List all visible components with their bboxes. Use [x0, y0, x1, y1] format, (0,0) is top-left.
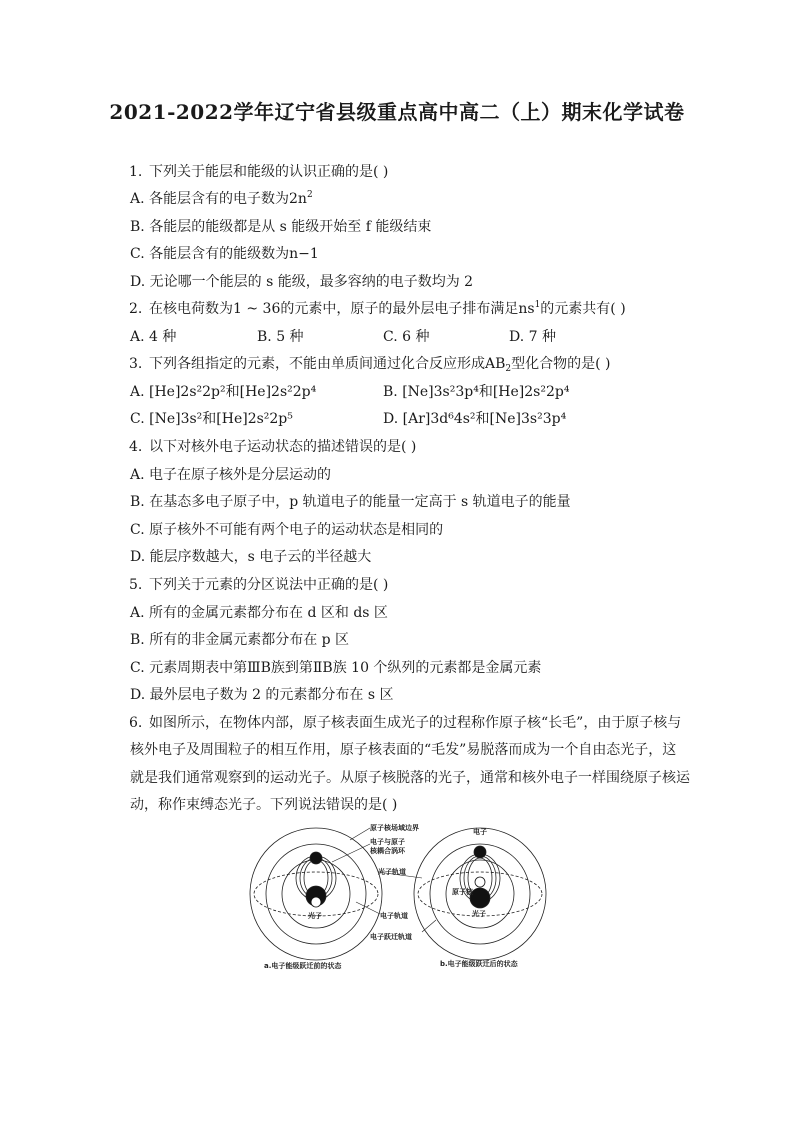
question-1-option-d[interactable]: D. 无论哪一个能层的 s 能级，最多容纳的电子数均为 2	[130, 274, 474, 290]
question-4-option-d[interactable]: D. 能层序数越大，s 电子云的半径越大	[130, 549, 372, 565]
label-coupling-2: 核耦合涡环	[370, 847, 405, 855]
question-6-stem-line-3: 就是我们通常观察到的运动光子。从原子核脱落的光子，通常和核外电子一样围绕原子核运	[130, 770, 690, 786]
question-4-option-c[interactable]: C. 原子核外不可能有两个电子的运动状态是相同的	[130, 522, 444, 538]
question-3-option-d[interactable]: D. [Ar]3d⁶4s²和[Ne]3s²3p⁴	[383, 411, 567, 427]
question-1-option-c[interactable]: C. 各能层含有的能级数为n−1	[130, 246, 319, 262]
label-photon-left: 光子	[308, 912, 322, 920]
question-3-option-b[interactable]: B. [Ne]3s²3p⁴和[He]2s²2p⁴	[383, 384, 570, 400]
question-2-option-c[interactable]: C. 6 种	[383, 329, 430, 345]
photon-left-dot	[311, 897, 321, 907]
question-5-option-a[interactable]: A. 所有的金属元素都分布在 d 区和 ds 区	[130, 605, 388, 621]
question-4-option-a[interactable]: A. 电子在原子核外是分层运动的	[130, 467, 332, 483]
question-4-option-b[interactable]: B. 在基态多电子原子中，p 轨道电子的能量一定高于 s 轨道电子的能量	[130, 494, 571, 510]
question-2-option-b[interactable]: B. 5 种	[257, 329, 304, 345]
question-6-stem-line-4: 动，称作束缚态光子。下列说法错误的是( )	[130, 797, 398, 813]
label-transition-orbit: 电子跃迁轨道	[370, 933, 412, 941]
label-field-boundary: 原子核场域边界	[370, 824, 419, 832]
question-5-option-b[interactable]: B. 所有的非金属元素都分布在 p 区	[130, 632, 350, 648]
page-title: 2021-2022学年辽宁省县级重点高中高二（上）期末化学试卷	[109, 100, 685, 124]
diagram-b	[414, 828, 546, 960]
nucleus-right	[470, 888, 490, 908]
label-photon-orbit: 光子轨道	[378, 868, 406, 876]
question-3-option-c[interactable]: C. [Ne]3s²和[He]2s²2p⁵	[130, 411, 293, 427]
question-1-stem: 1. 下列关于能层和能级的认识正确的是( )	[129, 164, 389, 180]
question-6-stem-line-2: 核外电子及周围粒子的相互作用，原子核表面的“毛发”易脱落而成为一个自由态光子，这	[130, 742, 677, 758]
caption-b: b.电子能级跃迁后的状态	[440, 960, 518, 968]
label-electron: 电子	[473, 828, 487, 836]
question-3-stem: 3. 下列各组指定的元素，不能由单质间通过化合反应形成$AB_2$型化合物的是( )	[129, 356, 611, 374]
photon-right-dot	[475, 877, 485, 887]
question-5-option-c[interactable]: C. 元素周期表中第ⅢB族到第ⅡB族 10 个纵列的元素都是金属元素	[130, 660, 542, 676]
question-3-option-a[interactable]: A. [He]2s²2p²和[He]2s²2p⁴	[130, 384, 317, 400]
question-2-option-a[interactable]: A. 4 种	[130, 329, 177, 345]
question-2-option-d[interactable]: D. 7 种	[509, 329, 556, 345]
label-coupling: 电子与原子	[370, 838, 405, 846]
question-6-stem-line-1: 6. 如图所示，在物体内部，原子核表面生成光子的过程称作原子核“长毛”，由于原子核与	[129, 715, 682, 731]
question-4-stem: 4. 以下对核外电子运动状态的描述错误的是( )	[129, 439, 417, 455]
question-1-option-a[interactable]: A. 各能层含有的电子数为$2n^2$	[130, 190, 313, 207]
label-electron-orbit: 电子轨道	[380, 912, 408, 920]
atom-orbit-figure	[246, 822, 548, 972]
label-nucleus: 原子核	[452, 888, 473, 896]
electron-right	[474, 846, 486, 858]
caption-a: a.电子能级跃迁前的状态	[264, 962, 342, 970]
question-2-stem: 2. 在核电荷数为1 ~ 36的元素中，原子的最外层电子排布满足$ns^1$的元素共有( )	[129, 300, 626, 317]
question-5-stem: 5. 下列关于元素的分区说法中正确的是( )	[129, 577, 389, 593]
electron-left	[310, 852, 322, 864]
question-1-option-b[interactable]: B. 各能层的能级都是从 s 能级开始至 f 能级结束	[130, 219, 432, 235]
label-photon-right: 光子	[472, 910, 486, 918]
question-5-option-d[interactable]: D. 最外层电子数为 2 的元素都分布在 s 区	[130, 687, 394, 703]
